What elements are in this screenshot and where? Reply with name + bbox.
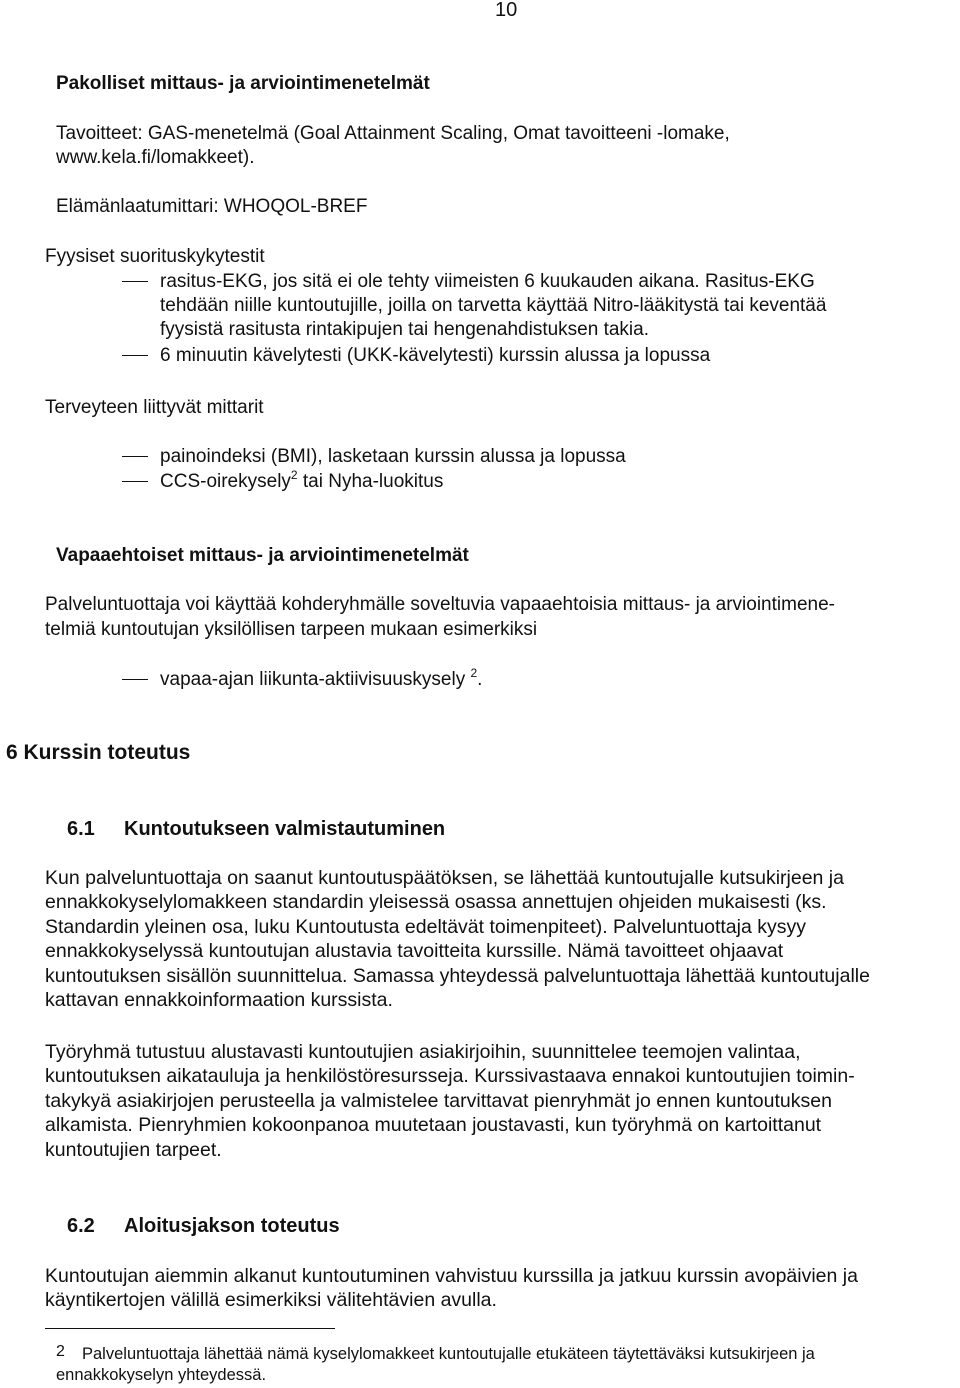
mandatory-methods-heading: Pakolliset mittaus- ja arviointimenetelmät: [56, 73, 430, 94]
paragraph-line: alkamista. Pienryhmien kokoonpanoa muutetaan joustavasti, kun työryhmä on kartoittanut: [45, 1114, 822, 1137]
optional-para-line: telmiä kuntoutujan yksilöllisen tarpeen mukaan esimerkiksi: [45, 619, 538, 640]
section-6-1-title: Kuntoutukseen valmistautuminen: [124, 818, 446, 840]
optional-methods-heading: Vapaaehtoiset mittaus- ja arviointimenetelmät: [56, 545, 469, 566]
paragraph-line: ennakkokyselyssä kuntoutujan alustavia tavoitteita kurssille. Nämä tavoitteet ohjaavat: [45, 940, 784, 963]
list-item-line: rasitus-EKG, jos sitä ei ole tehty viimeisten 6 kuukauden aikana. Rasitus-EKG: [160, 271, 815, 292]
footnote-line: Palveluntuottaja lähettää nämä kyselylomakkeet kuntoutujalle etukäteen täytettäväksi kutsukirjeen ja: [82, 1345, 815, 1363]
paragraph-line: käyntikertojen välillä esimerkiksi välitehtävien avulla.: [45, 1289, 497, 1312]
paragraph-line: kuntoutuksen aikatauluja ja henkilöstöresursseja. Kurssivastaava ennakoi kuntoutujien toimin-: [45, 1065, 855, 1088]
section-6-1-number: 6.1: [67, 818, 95, 840]
list-item-line: 6 minuutin kävelytesti (UKK-kävelytesti) kurssin alussa ja lopussa: [160, 345, 711, 366]
optional-item-end: .: [477, 669, 483, 690]
footnote-line: ennakkokyselyn yhteydessä.: [56, 1366, 267, 1384]
paragraph-line: Kuntoutujan aiemmin alkanut kuntoutuminen vahvistuu kurssilla ja jatkuu kurssin avopäivien ja: [45, 1265, 858, 1287]
list-dash: [122, 456, 148, 457]
health-item-ccs: [160, 470, 443, 494]
paragraph-line: Kun palveluntuottaja on saanut kuntoutuspäätöksen, se lähettää kuntoutujalle kutsukirjeen ja: [45, 867, 844, 889]
health-item-ccs-text: CCS-oirekysely: [160, 471, 291, 492]
goals-line-2: www.kela.fi/lomakkeet).: [56, 147, 255, 168]
paragraph-line: takykyä asiakirjojen perusteella ja valmistelee tarvittavat pienryhmät jo ennen kuntoutuksen: [45, 1089, 832, 1112]
paragraph-line: kattavan ennakkoinformaation kurssista.: [45, 989, 393, 1012]
list-dash: [122, 355, 148, 356]
section-6-1-paragraph-2: [45, 1040, 855, 1162]
footnote-rule: [45, 1328, 335, 1329]
paragraph-line: Työryhmä tutustuu alustavasti kuntoutujien asiakirjoihin, suunnittelee teemojen valintaa,: [45, 1041, 801, 1063]
section-6-1-paragraph-1: [45, 866, 870, 1012]
health-item-bmi: painoindeksi (BMI), lasketaan kurssin alussa ja lopussa: [160, 446, 626, 467]
optional-item: [160, 668, 482, 692]
paragraph-line: kuntoutujien tarpeet.: [45, 1138, 222, 1161]
paragraph-line: kuntoutuksen sisällön suunnittelua. Samassa yhteydessä palveluntuottaja lähettää kuntoutujalle: [45, 964, 870, 987]
goals-line-1: Tavoitteet: GAS-menetelmä (Goal Attainment Scaling, Omat tavoitteeni -lomake,: [56, 123, 730, 144]
list-dash: [122, 281, 148, 282]
list-dash: [122, 679, 148, 680]
optional-para-line: Palveluntuottaja voi käyttää kohderyhmälle soveltuvia vapaaehtoisia mittaus- ja arviointimene-: [45, 594, 835, 615]
optional-item-text: vapaa-ajan liikunta-aktiivisuuskysely: [160, 669, 471, 690]
section-6-2-paragraph: [45, 1264, 858, 1313]
page-number: 10: [495, 0, 518, 21]
list-item-line: fyysistä rasitusta rintakipujen tai hengenahdistuksen takia.: [160, 319, 649, 340]
health-item-ccs-rest: tai Nyha-luokitus: [297, 471, 444, 492]
section-6-2-title: Aloitusjakson toteutus: [124, 1215, 340, 1237]
footnote-ref: 2: [290, 468, 298, 482]
list-dash: [122, 481, 148, 482]
physical-tests-label: Fyysiset suorituskykytestit: [45, 246, 265, 267]
footnote-ref: 2: [470, 666, 478, 680]
paragraph-line: ennakkokyselylomakkeen standardin yleisessä osassa annettujen ohjeiden mukaisesti (ks.: [45, 891, 827, 914]
section-6-2-number: 6.2: [67, 1215, 95, 1237]
paragraph-line: Standardin yleinen osa, luku Kuntoutusta edeltävät toimenpiteet). Palveluntuottaja kysyy: [45, 915, 806, 938]
section-6-heading: 6 Kurssin toteutus: [6, 741, 191, 764]
list-item-line: tehdään niille kuntoutujille, joilla on tarvetta käyttää Nitro-lääkitystä tai keventää: [160, 295, 827, 316]
footnote-number: 2: [56, 1343, 65, 1360]
quality-of-life-line: Elämänlaatumittari: WHOQOL-BREF: [56, 196, 368, 217]
health-measures-label: Terveyteen liittyvät mittarit: [45, 397, 264, 418]
